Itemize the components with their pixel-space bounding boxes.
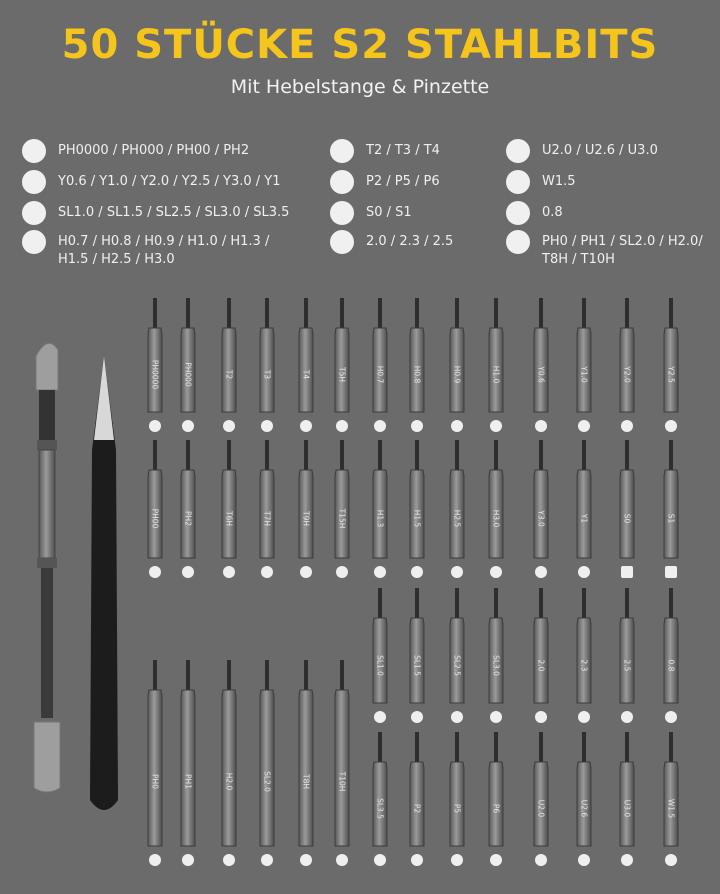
legend-item: S0 / S1 [330,204,506,225]
triangle-icon [330,230,354,254]
bit-s0 [619,440,635,584]
phillips-icon [149,854,161,866]
bit-sl3-0 [488,588,504,729]
triangle-icon [578,711,590,723]
bit-y2-0 [619,298,635,438]
u-type-icon [506,139,530,163]
bit-label: Y1 [579,514,589,524]
hex-icon [374,420,386,432]
bit-label: W1.5 [666,798,676,819]
legend-item: H0.7 / H0.8 / H0.9 / H1.0 / H1.3 / H1.5 / H2.5 / H3.0 [22,233,278,269]
torx-icon [336,854,348,866]
bit-label: H1.5 [412,510,422,528]
pentalobe-icon [490,854,502,866]
hex-icon [22,230,46,254]
bit-y1 [576,440,592,584]
bit-label: T10H [337,771,347,791]
slotted-icon [411,711,423,723]
bit-p2 [409,732,425,872]
bit-label: PH0 [150,773,160,789]
slotted-icon [490,711,502,723]
torx-icon [300,854,312,866]
bit-y3-0 [533,440,549,584]
torx-icon [261,566,273,578]
bit-label: SL3.0 [491,654,501,676]
torx-icon [223,566,235,578]
bit-y2-5 [663,298,679,438]
slotted-icon [451,711,463,723]
slotted-icon [22,201,46,225]
bit-label: P2 [412,803,422,814]
bit-ph00 [147,440,163,584]
slotted-icon [261,854,273,866]
bit-label: U2.6 [579,799,589,818]
bit-h1-3 [372,440,388,584]
bit-label: H0.8 [412,365,422,384]
bit-tray [0,280,720,894]
square-icon [621,566,633,578]
hex-icon [411,566,423,578]
bit-t7h [259,440,275,584]
pry-bar [34,343,60,792]
legend-item: SL1.0 / SL1.5 / SL2.5 / SL3.0 / SL3.5 [22,204,308,225]
bit-h0-9 [449,298,465,438]
legend-item: PH0000 / PH000 / PH00 / PH2 [22,142,308,163]
bit-t10h [334,660,350,872]
bit-label: H1.0 [491,365,501,384]
legend-item: U2.0 / U2.6 / U3.0 [506,142,712,163]
legend [0,130,720,280]
bit-label: SL1.5 [412,654,422,676]
bit-h1-5 [409,440,425,584]
utype-icon [578,854,590,866]
cross-icon [506,170,530,194]
torx-icon [336,420,348,432]
bit-h2-0 [221,660,237,872]
triwing-icon [621,420,633,432]
bit-0-8 [663,588,679,729]
bit-t5h [334,298,350,438]
bit-t3 [259,298,275,438]
bit-h2-5 [449,440,465,584]
triangle-icon [621,711,633,723]
hex-icon [411,420,423,432]
bit-h1-0 [488,298,504,438]
bit-label: Y3.0 [536,510,546,528]
phillips-icon [182,854,194,866]
bit-label: T9H [301,511,311,527]
page-subtitle: Mit Hebelstange & Pinzette [230,76,490,98]
bit-sl2-0 [259,660,275,872]
phillips-icon [22,139,46,163]
bit-label: P5 [452,803,462,814]
torx-icon [300,420,312,432]
bit-label: 2.0 [536,659,546,671]
bit-label: SL2.0 [262,770,272,792]
triwing-icon [535,420,547,432]
triwing-icon [578,566,590,578]
bit-label: PH0000 [150,359,160,390]
bit-label: Y0.6 [536,366,546,383]
square-icon [330,201,354,225]
bit-label: S1 [666,514,676,524]
slotted-icon [374,711,386,723]
hex-icon [490,566,502,578]
legend-item: Y0.6 / Y1.0 / Y2.0 / Y2.5 / Y3.0 / Y1 [22,173,308,194]
bit-label: T2 [224,369,234,380]
bit-label: PH2 [183,511,193,527]
triwing-icon [665,420,677,432]
tri-wing-icon [22,170,46,194]
ring-icon [506,201,530,225]
phillips-icon [149,420,161,432]
bit-ph0000 [147,298,163,438]
bit-label: Y2.5 [666,366,676,383]
triwing-icon [535,566,547,578]
bit-label: H2.5 [452,510,462,528]
bit-label: H3.0 [491,510,501,528]
phillips-icon [149,566,161,578]
bit-t9h [298,440,314,584]
gear-icon [506,230,530,254]
bit-sl3-5 [372,732,388,872]
utype-icon [621,854,633,866]
bit-label: PH000 [183,362,193,387]
legend-item: 0.8 [506,204,712,225]
hex-icon [374,566,386,578]
bit-label: T4 [301,369,311,380]
bit-label: Y1.0 [579,366,589,383]
legend-item: PH0 / PH1 / SL2.0 / H2.0/ T8H / T10H [506,233,712,269]
bit-label: T6H [224,511,234,527]
bit-t4 [298,298,314,438]
bit-p6 [488,732,504,872]
bit-label: H2.0 [224,772,234,790]
torx-icon [261,420,273,432]
legend-item: P2 / P5 / P6 [330,173,506,194]
cross-icon [665,854,677,866]
bit-label: T3 [262,369,272,380]
bit-label: SL3.5 [375,797,385,819]
triangle-icon [535,711,547,723]
tools-illustration [0,280,720,894]
triwing-icon [578,420,590,432]
torx-icon [330,139,354,163]
pentalobe-icon [411,854,423,866]
bit-label: U3.0 [622,799,632,818]
bit-p5 [449,732,465,872]
bit-label: U2.0 [536,799,546,818]
phillips-icon [182,566,194,578]
bit-u2-0 [533,732,549,872]
bit-h0-7 [372,298,388,438]
legend-item: 2.0 / 2.3 / 2.5 [330,233,506,254]
bit-ph000 [180,298,196,438]
bit-label: T7H [262,511,272,527]
page-title: 50 STÜCKE S2 STAHLBITS [61,22,659,68]
ring-icon [665,711,677,723]
bit-2-3 [576,588,592,729]
bit-label: 2.3 [579,659,589,671]
bit-label: T5H [337,366,347,382]
bit-w1-5 [663,732,679,872]
legend-item: W1.5 [506,173,712,194]
bit-sl1-5 [409,588,425,729]
torx-icon [223,420,235,432]
pentalobe-icon [451,854,463,866]
bit-label: SL1.0 [375,654,385,676]
utype-icon [535,854,547,866]
bit-u2-6 [576,732,592,872]
bit-label: T15H [337,509,347,529]
torx-icon [336,566,348,578]
bit-h3-0 [488,440,504,584]
hex-icon [490,420,502,432]
bit-t6h [221,440,237,584]
bit-ph1 [180,660,196,872]
hex-icon [223,854,235,866]
bit-2-5 [619,588,635,729]
bit-label: PH1 [183,773,193,789]
bit-h0-8 [409,298,425,438]
torx-icon [300,566,312,578]
tweezers [90,356,118,810]
bit-s1 [663,440,679,584]
bit-u3-0 [619,732,635,872]
bit-2-0 [533,588,549,729]
slotted-icon [374,854,386,866]
bit-label: H1.3 [375,510,385,528]
bit-t15h [334,440,350,584]
bit-label: H0.7 [375,365,385,384]
bit-label: Y2.0 [622,366,632,383]
bit-label: H0.9 [452,365,462,384]
phillips-icon [182,420,194,432]
pentalobe-icon [330,170,354,194]
square-icon [665,566,677,578]
bit-label: S0 [622,514,632,524]
bit-label: 0.8 [666,659,676,671]
bit-y1-0 [576,298,592,438]
bit-label: 2.5 [622,659,632,671]
bit-sl1-0 [372,588,388,729]
bit-y0-6 [533,298,549,438]
bit-ph2 [180,440,196,584]
hex-icon [451,420,463,432]
bit-label: PH00 [150,509,160,529]
legend-item: T2 / T3 / T4 [330,142,506,163]
bit-t2 [221,298,237,438]
bit-ph0 [147,660,163,872]
bit-label: P6 [491,803,501,814]
bit-sl2-5 [449,588,465,729]
bit-label: SL2.5 [452,654,462,676]
bit-label: T8H [301,773,311,789]
bit-t8h [298,660,314,872]
hex-icon [451,566,463,578]
